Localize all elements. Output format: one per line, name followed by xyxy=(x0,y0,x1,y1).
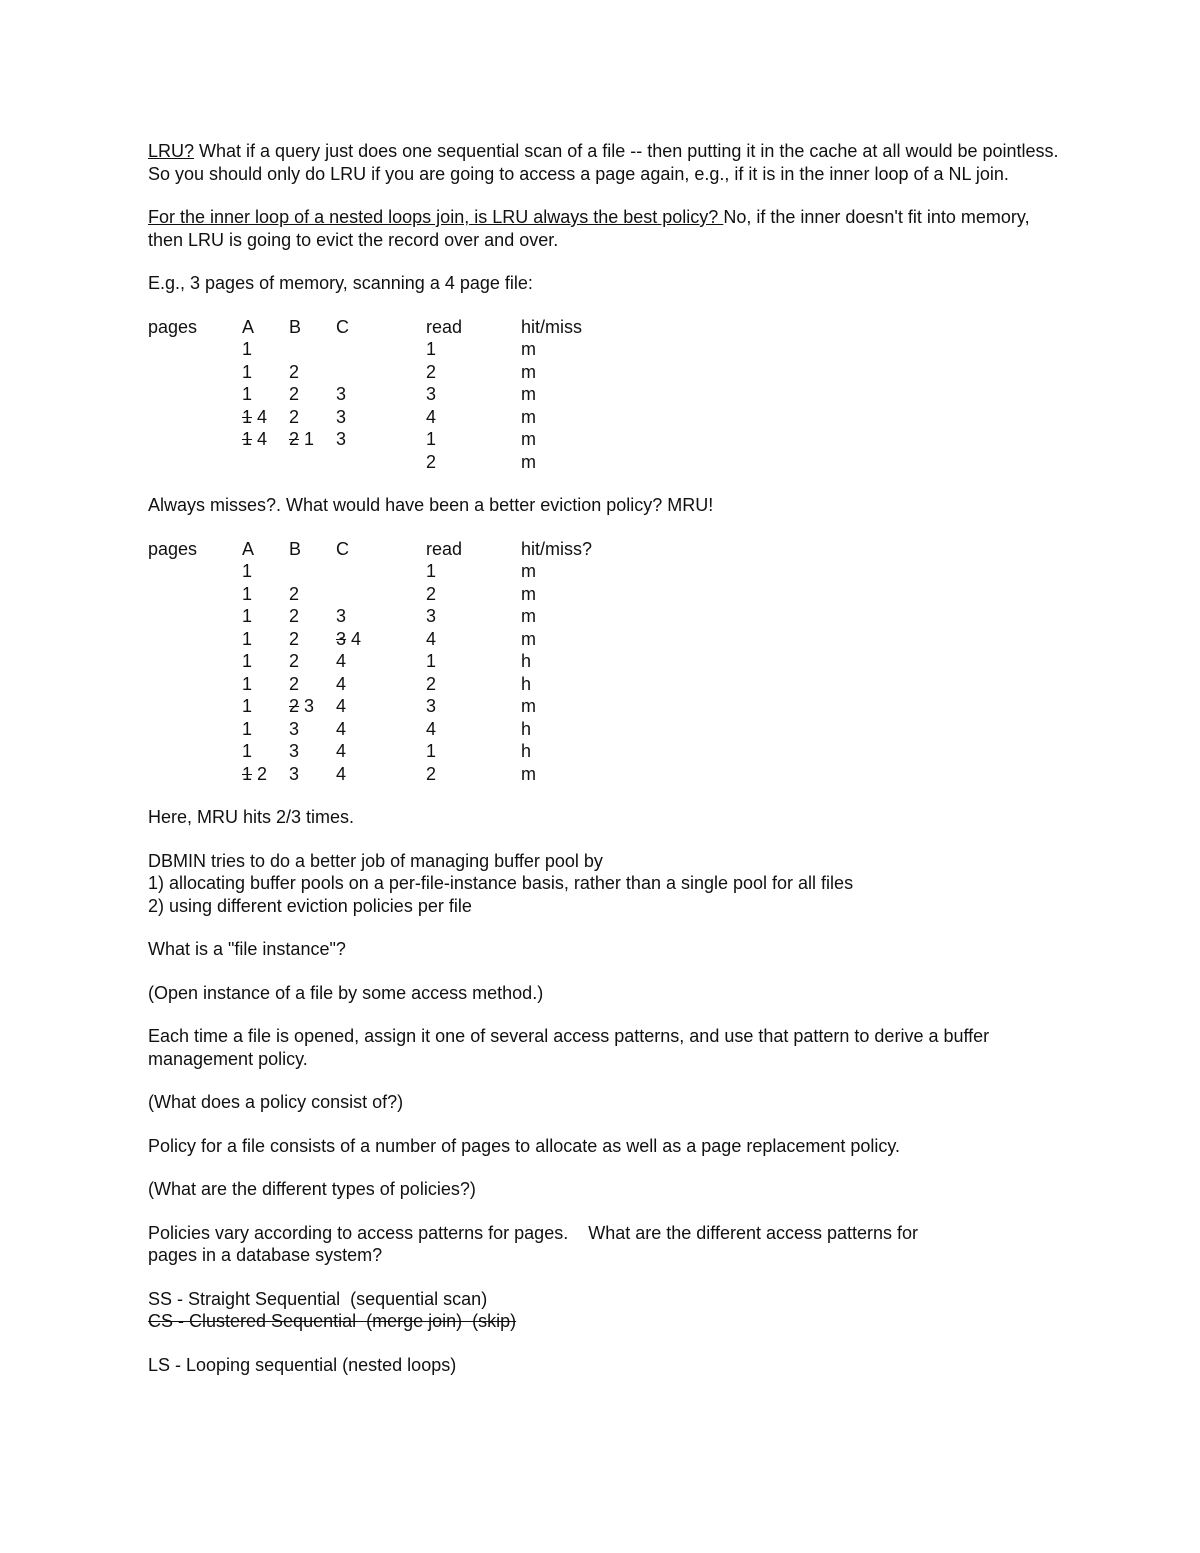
cell-value: 1 xyxy=(426,741,437,761)
header-cell: A xyxy=(242,538,255,559)
table-cell xyxy=(521,695,641,718)
header-cell: read xyxy=(426,538,463,559)
table-row xyxy=(148,406,641,429)
table-cell xyxy=(148,763,242,786)
table-cell xyxy=(289,605,336,628)
table-row xyxy=(148,583,641,606)
lru-question: LRU? xyxy=(148,141,195,161)
lru-answer: What if a query just does one sequential scan of a file -- then putting it in the cache at all would be pointless. So you should only do LRU if you are going to access a page again, e.g., if it is in the inner loop of a NL join. xyxy=(148,141,1059,184)
table-cell xyxy=(336,718,426,741)
table-cell xyxy=(336,583,426,606)
table-row xyxy=(148,763,641,786)
table-cell xyxy=(426,740,521,763)
table-cell xyxy=(289,428,336,451)
evicted-page: 2 xyxy=(289,696,300,716)
table-cell xyxy=(426,383,521,406)
cell-value: h xyxy=(521,718,532,739)
table-cell xyxy=(242,383,289,406)
paragraph-lru-question xyxy=(148,140,1068,185)
cell-value: m xyxy=(521,451,536,472)
cell-value: 3 xyxy=(289,763,300,784)
header-cell: read xyxy=(426,316,463,337)
table-cell xyxy=(521,605,641,628)
evicted-page: 1 xyxy=(242,429,253,449)
table-cell xyxy=(289,383,336,406)
cell-value: 2 xyxy=(289,628,300,649)
table-cell xyxy=(289,695,336,718)
cell-value: 1 xyxy=(242,741,253,761)
cell-value: 3 xyxy=(289,741,300,761)
cell-value: h xyxy=(521,673,532,694)
table-cell xyxy=(242,628,289,651)
table-cell xyxy=(289,650,336,673)
table-cell xyxy=(336,740,426,763)
inner-loop-answer: No, if the inner doesn't fit into memory, then LRU is going to evict the record over and over. xyxy=(148,207,1030,250)
cell-value: 2 xyxy=(289,583,300,604)
cell-value: 3 xyxy=(299,696,315,716)
cell-value: 4 xyxy=(346,628,362,649)
cell-value: 4 xyxy=(426,406,437,427)
cell-value: 4 xyxy=(426,718,437,739)
evicted-page: 3 xyxy=(336,628,347,649)
mru-trace-table xyxy=(148,538,641,786)
cell-value: 1 xyxy=(426,339,437,359)
table-cell xyxy=(289,628,336,651)
evicted-page: 2 xyxy=(289,429,300,449)
header-cell: C xyxy=(336,316,349,337)
cell-value: 1 xyxy=(426,429,437,449)
cell-value: 3 xyxy=(426,696,437,716)
table-cell xyxy=(148,605,242,628)
table-cell xyxy=(336,383,426,406)
table-cell xyxy=(242,361,289,384)
table-cell xyxy=(521,361,641,384)
always-misses-note: Always misses?. What would have been a better eviction policy? MRU! xyxy=(148,495,714,515)
table-cell xyxy=(521,428,641,451)
cell-value: 4 xyxy=(336,651,347,671)
table-row xyxy=(148,673,641,696)
cell-value: m xyxy=(521,628,536,649)
file-instance-answer: (Open instance of a file by some access method.) xyxy=(148,982,544,1003)
cell-value: 1 xyxy=(299,429,315,449)
cell-value: m xyxy=(521,561,536,581)
table-cell xyxy=(336,605,426,628)
mru-hits-note: Here, MRU hits 2/3 times. xyxy=(148,807,355,827)
table-cell xyxy=(289,338,336,361)
cell-value: 3 xyxy=(289,718,300,739)
file-instance-question: What is a "file instance"? xyxy=(148,939,346,959)
table-cell xyxy=(242,583,289,606)
table-cell xyxy=(289,673,336,696)
table-row xyxy=(148,383,641,406)
cell-value: 2 xyxy=(289,406,300,427)
policy-answer: Policy for a file consists of a number of pages to allocate as well as a page replacement policy. xyxy=(148,1135,901,1156)
table-cell xyxy=(148,406,242,429)
cell-value: 2 xyxy=(289,651,300,671)
cell-value: h xyxy=(521,651,532,671)
dbmin-line-3: 2) using different eviction policies per file xyxy=(148,895,472,916)
cell-value: 3 xyxy=(426,606,437,626)
cell-value: 3 xyxy=(336,606,347,626)
table-cell xyxy=(242,428,289,451)
table-cell xyxy=(521,718,641,741)
cell-value: 4 xyxy=(336,696,347,716)
table-cell xyxy=(148,361,242,384)
cell-value: m xyxy=(521,696,536,716)
table-cell xyxy=(336,695,426,718)
document-page xyxy=(148,140,1068,1376)
cell-value: m xyxy=(521,384,536,404)
cell-value: h xyxy=(521,741,532,761)
cell-value: 2 xyxy=(426,361,437,382)
table-cell xyxy=(148,740,242,763)
table-cell xyxy=(521,451,641,474)
cell-value: 1 xyxy=(242,696,253,716)
table-cell xyxy=(336,428,426,451)
header-cell: B xyxy=(289,316,302,337)
pattern-ss: SS - Straight Sequential (sequential scan) xyxy=(148,1288,488,1309)
table-cell xyxy=(289,583,336,606)
cell-value: 3 xyxy=(336,384,347,404)
table-cell xyxy=(426,763,521,786)
table-cell xyxy=(521,673,641,696)
table-cell xyxy=(289,763,336,786)
header-cell: pages xyxy=(148,316,198,337)
example-intro: E.g., 3 pages of memory, scanning a 4 page file: xyxy=(148,273,533,293)
table-cell xyxy=(426,673,521,696)
table-cell xyxy=(336,763,426,786)
cell-value: m xyxy=(521,583,536,604)
table-cell xyxy=(242,406,289,429)
table-cell xyxy=(426,451,521,474)
access-pattern-paragraph: Each time a file is opened, assign it one of several access patterns, and use that pattern to derive a buffer management policy. xyxy=(148,1026,990,1069)
cell-value: 4 xyxy=(336,718,347,739)
cell-value: 2 xyxy=(426,673,437,694)
header-cell: hit/miss? xyxy=(521,538,593,559)
access-patterns-list xyxy=(148,1288,1068,1333)
dbmin-paragraph xyxy=(148,850,1068,918)
table-cell xyxy=(148,428,242,451)
cell-value: 3 xyxy=(336,429,347,449)
table-cell xyxy=(242,718,289,741)
table-cell xyxy=(242,338,289,361)
table-cell xyxy=(148,583,242,606)
table-cell xyxy=(521,628,641,651)
table-cell xyxy=(148,628,242,651)
table-row xyxy=(148,428,641,451)
table-cell xyxy=(521,406,641,429)
evicted-page: 1 xyxy=(242,406,253,427)
cell-value: 2 xyxy=(426,451,437,472)
cell-value: m xyxy=(521,339,536,359)
cell-value: 1 xyxy=(242,561,253,581)
table-cell xyxy=(521,338,641,361)
inner-loop-question: For the inner loop of a nested loops join, is LRU always the best policy? xyxy=(148,207,724,227)
table-cell xyxy=(242,560,289,583)
cell-value: m xyxy=(521,361,536,382)
table-cell xyxy=(521,560,641,583)
cell-value: 2 xyxy=(289,384,300,404)
table-cell xyxy=(289,560,336,583)
cell-value: 4 xyxy=(336,741,347,761)
table-cell xyxy=(521,740,641,763)
table-cell xyxy=(289,451,336,474)
table-cell xyxy=(336,628,426,651)
table-cell xyxy=(148,650,242,673)
cell-value: 1 xyxy=(242,673,253,694)
table-cell xyxy=(242,605,289,628)
table-row xyxy=(148,718,641,741)
table-cell xyxy=(521,763,641,786)
policy-question: (What does a policy consist of?) xyxy=(148,1092,404,1112)
cell-value: 1 xyxy=(242,583,253,604)
cell-value: 1 xyxy=(242,361,253,382)
cell-value: 1 xyxy=(426,561,437,581)
table-cell xyxy=(336,650,426,673)
table-cell xyxy=(242,695,289,718)
dbmin-line-1: DBMIN tries to do a better job of managing buffer pool by xyxy=(148,850,603,871)
cell-value: 3 xyxy=(336,406,347,427)
policies-vary-paragraph xyxy=(148,1222,1068,1267)
cell-value: 4 xyxy=(336,763,347,784)
header-cell: B xyxy=(289,538,302,559)
cell-value: 1 xyxy=(242,628,253,649)
table-cell xyxy=(242,451,289,474)
cell-value: 1 xyxy=(242,651,253,671)
policies-vary-line-2: pages in a database system? xyxy=(148,1245,383,1265)
cell-value: 4 xyxy=(252,406,268,427)
table-row xyxy=(148,695,641,718)
table-row xyxy=(148,628,641,651)
table-header-row xyxy=(148,316,641,339)
table-cell xyxy=(336,361,426,384)
table-row xyxy=(148,361,641,384)
header-cell: C xyxy=(336,538,349,559)
table-row xyxy=(148,451,641,474)
table-cell xyxy=(242,650,289,673)
cell-value: 1 xyxy=(242,339,253,359)
cell-value: 4 xyxy=(426,628,437,649)
table-cell xyxy=(148,338,242,361)
table-cell xyxy=(426,361,521,384)
cell-value: m xyxy=(521,406,536,427)
table-cell xyxy=(289,718,336,741)
cell-value: 2 xyxy=(252,763,268,784)
table-cell xyxy=(242,673,289,696)
cell-value: 4 xyxy=(336,673,347,694)
header-cell: hit/miss xyxy=(521,316,583,337)
table-cell xyxy=(148,673,242,696)
pattern-cs-struck: CS - Clustered Sequential (merge join) (skip) xyxy=(148,1311,517,1331)
cell-value: m xyxy=(521,429,536,449)
table-cell xyxy=(426,428,521,451)
paragraph-inner-loop xyxy=(148,206,1068,251)
cell-value: m xyxy=(521,606,536,626)
header-cell: A xyxy=(242,316,255,337)
cell-value: m xyxy=(521,763,536,784)
dbmin-line-2: 1) allocating buffer pools on a per-file-instance basis, rather than a single pool for all files xyxy=(148,873,854,893)
table-row xyxy=(148,650,641,673)
table-cell xyxy=(426,560,521,583)
table-cell xyxy=(289,406,336,429)
table-cell xyxy=(426,605,521,628)
header-cell: pages xyxy=(148,538,198,559)
table-row xyxy=(148,560,641,583)
table-cell xyxy=(521,650,641,673)
table-cell xyxy=(148,451,242,474)
table-cell xyxy=(426,718,521,741)
cell-value: 2 xyxy=(289,673,300,694)
table-cell xyxy=(521,583,641,606)
cell-value: 2 xyxy=(426,763,437,784)
table-cell xyxy=(148,718,242,741)
table-cell xyxy=(336,451,426,474)
cell-value: 2 xyxy=(289,606,300,626)
cell-value: 1 xyxy=(426,651,437,671)
cell-value: 2 xyxy=(426,583,437,604)
table-row xyxy=(148,740,641,763)
table-cell xyxy=(289,740,336,763)
table-cell xyxy=(148,560,242,583)
table-cell xyxy=(426,650,521,673)
table-cell xyxy=(148,383,242,406)
table-cell xyxy=(426,695,521,718)
table-cell xyxy=(521,383,641,406)
policies-vary-line-1: Policies vary according to access patterns for pages. What are the different access patterns for xyxy=(148,1222,919,1243)
pattern-ls: LS - Looping sequential (nested loops) xyxy=(148,1354,457,1375)
table-cell xyxy=(148,695,242,718)
table-cell xyxy=(426,583,521,606)
cell-value: 1 xyxy=(242,606,253,626)
table-cell xyxy=(242,740,289,763)
table-row xyxy=(148,338,641,361)
table-cell xyxy=(336,338,426,361)
table-cell xyxy=(426,406,521,429)
table-cell xyxy=(336,673,426,696)
table-cell xyxy=(289,361,336,384)
cell-value: 1 xyxy=(242,384,253,404)
cell-value: 3 xyxy=(426,384,437,404)
policy-types-question: (What are the different types of policies?) xyxy=(148,1179,476,1199)
table-cell xyxy=(426,338,521,361)
table-header-row xyxy=(148,538,641,561)
cell-value: 4 xyxy=(252,429,268,449)
table-cell xyxy=(242,763,289,786)
evicted-page: 1 xyxy=(242,763,253,784)
table-cell xyxy=(336,406,426,429)
table-cell xyxy=(336,560,426,583)
lru-trace-table xyxy=(148,316,641,474)
table-row xyxy=(148,605,641,628)
table-cell xyxy=(426,628,521,651)
cell-value: 1 xyxy=(242,718,253,739)
cell-value: 2 xyxy=(289,361,300,382)
